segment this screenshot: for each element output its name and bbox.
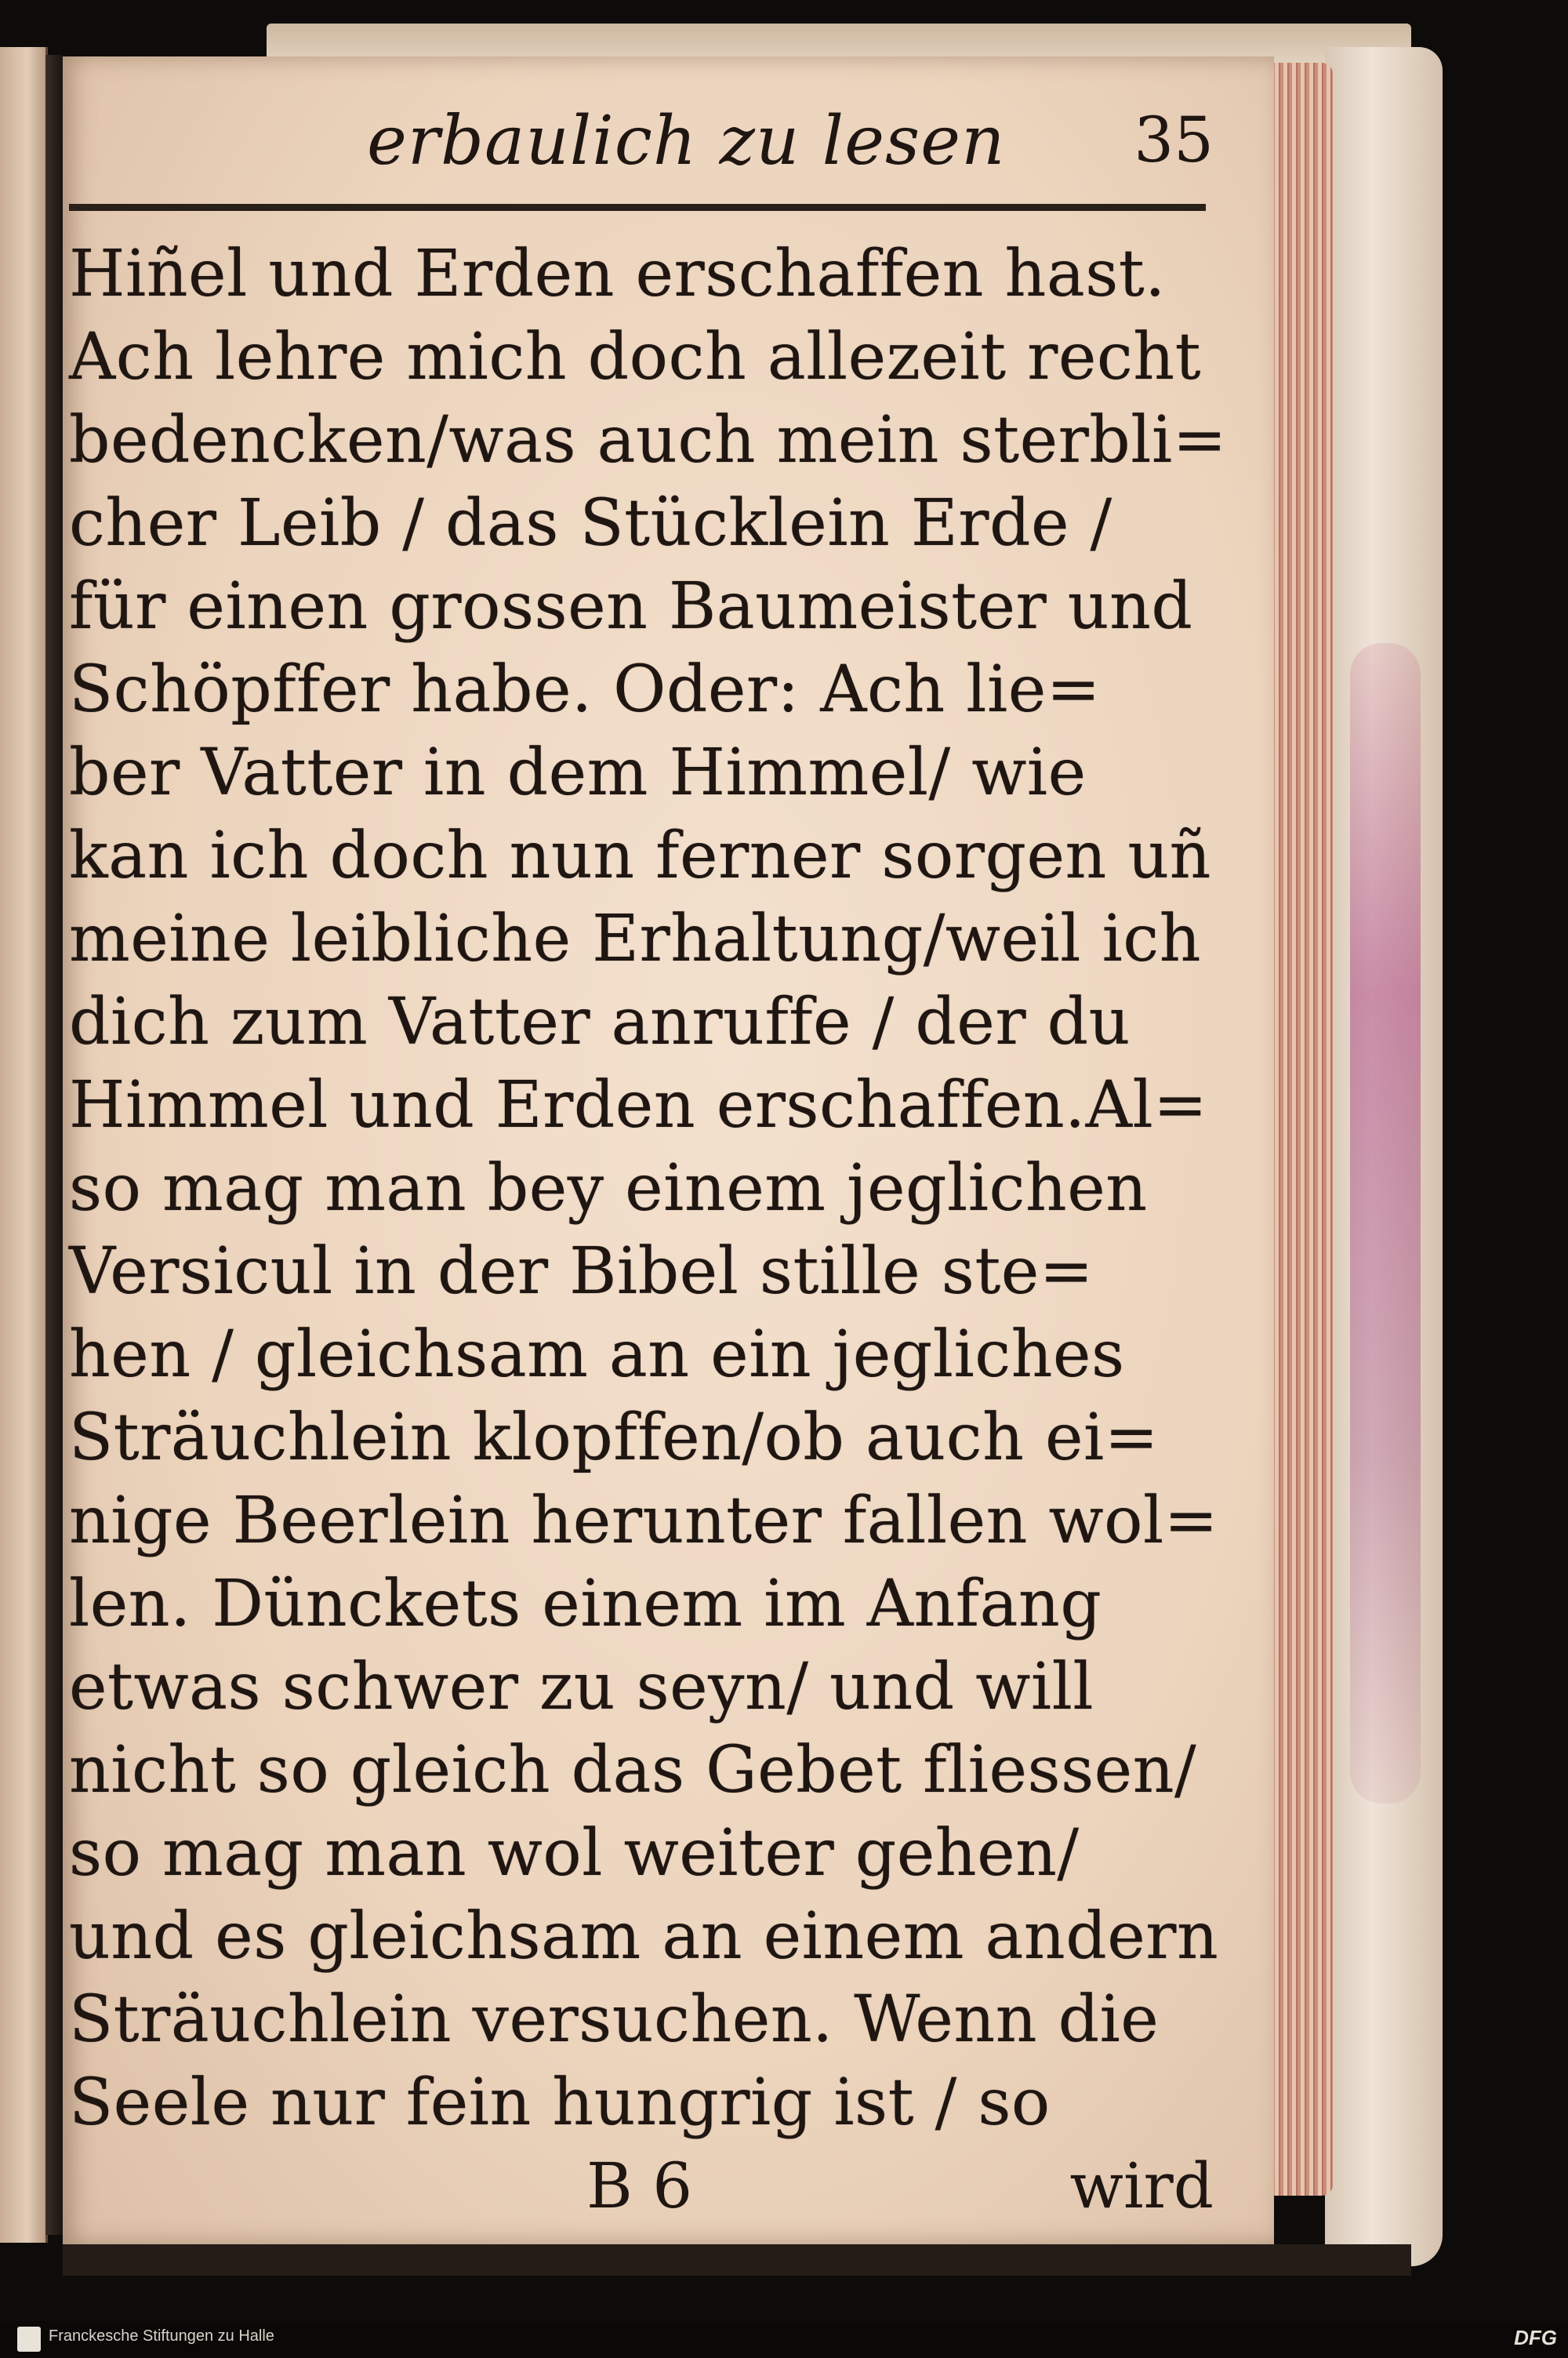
text-line: Ach lehre mich doch allezeit recht (69, 320, 1202, 394)
credit-institution: Franckesche Stiftungen zu Halle (49, 2327, 274, 2345)
text-line: Himmel und Erden erschaffen.Al= (69, 1068, 1208, 1143)
text-line: Versicul in der Bibel stille ste= (69, 1234, 1094, 1309)
catchword: wird (1069, 2149, 1214, 2222)
credit-funder: DFG (1514, 2326, 1557, 2349)
signature-mark: B 6 (586, 2149, 693, 2222)
text-line: nige Beerlein herunter fallen wol= (69, 1484, 1218, 1558)
body-text (69, 233, 1227, 2145)
text-line: meine leibliche Erhaltung/weil ich (69, 902, 1202, 976)
text-line: Sträuchlein klopffen/ob auch ei= (69, 1401, 1159, 1475)
text-line: cher Leib / das Stücklein Erde / (69, 486, 1112, 561)
text-line: hen / gleichsam an ein jegliches (69, 1317, 1125, 1392)
text-line: len. Dünckets einem im Anfang (69, 1567, 1102, 1641)
text-line: Hiñel und Erden erschaffen hast. (69, 237, 1166, 311)
institution-logo-icon (17, 2327, 41, 2352)
text-line: und es gleichsam an einem andern (69, 1899, 1219, 1974)
page-footer (69, 2149, 1214, 2236)
left-page-edge (0, 47, 48, 2243)
book-gutter (45, 55, 63, 2235)
page-number: 35 (1134, 104, 1214, 176)
page-header (69, 94, 1214, 211)
stamp-stain (1350, 643, 1421, 1804)
text-line: Schöpffer habe. Oder: Ach lie= (69, 652, 1101, 727)
cover-bottom (63, 2244, 1411, 2276)
text-line: Seele nur fein hungrig ist / so (69, 2066, 1051, 2140)
text-line: so mag man wol weiter gehen/ (69, 1816, 1080, 1891)
text-line: ber Vatter in dem Himmel/ wie (69, 736, 1087, 810)
text-line: so mag man bey einem jeglichen (69, 1151, 1148, 1226)
text-line: etwas schwer zu seyn/ und will (69, 1650, 1094, 1724)
text-line: kan ich doch nun ferner sorgen uñ (69, 819, 1211, 893)
text-line: bedencken/was auch mein sterbli= (69, 403, 1227, 478)
text-line: für einen grossen Baumeister und (69, 569, 1193, 644)
text-line: dich zum Vatter anruffe / der du (69, 985, 1131, 1059)
text-line: nicht so gleich das Gebet fliessen/ (69, 1733, 1197, 1808)
text-block (69, 94, 1227, 2236)
text-line: Sträuchlein versuchen. Wenn die (69, 1982, 1160, 2057)
running-head: erbaulich zu lesen (367, 102, 1006, 180)
